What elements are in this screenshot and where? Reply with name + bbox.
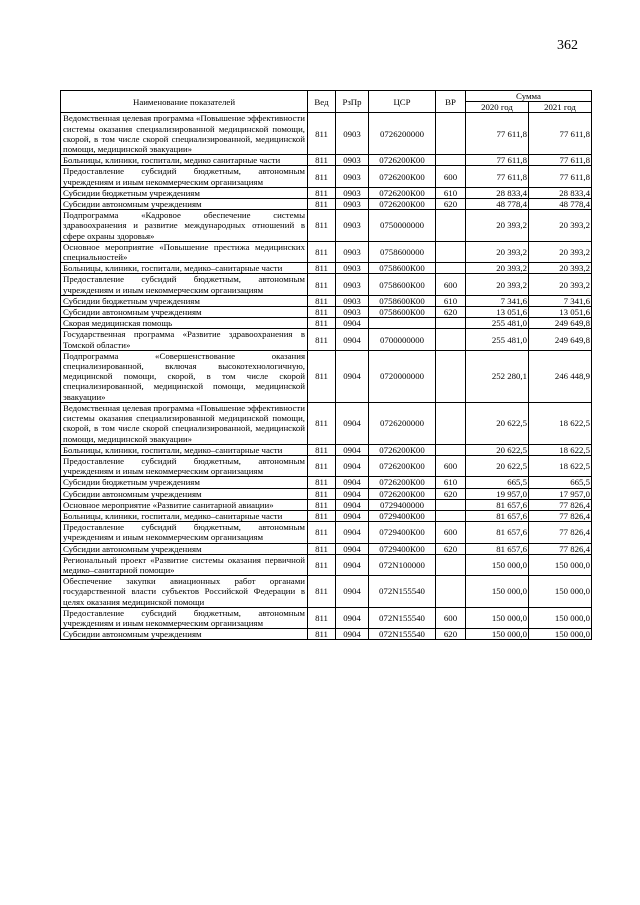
row-rzpr: 0904 <box>336 350 369 402</box>
row-ved: 811 <box>308 499 336 510</box>
row-vr: 610 <box>436 477 466 488</box>
row-vr <box>436 576 466 608</box>
row-vr <box>436 210 466 242</box>
row-sum-2020: 150 000,0 <box>466 554 529 575</box>
row-ved: 811 <box>308 241 336 262</box>
table-row <box>61 629 592 640</box>
row-rzpr: 0904 <box>336 543 369 554</box>
row-name: Основное мероприятие «Повышение престижа медицинских специальностей» <box>61 241 308 262</box>
row-csr: 0758600000 <box>369 241 436 262</box>
row-vr <box>436 350 466 402</box>
row-sum-2021: 249 649,8 <box>529 329 592 350</box>
table-row <box>61 199 592 210</box>
row-ved: 811 <box>308 444 336 455</box>
row-sum-2021: 246 448,9 <box>529 350 592 402</box>
row-rzpr: 0903 <box>336 241 369 262</box>
row-rzpr: 0903 <box>336 263 369 274</box>
row-sum-2020: 150 000,0 <box>466 629 529 640</box>
header-csr: ЦСР <box>369 91 436 113</box>
row-sum-2021: 150 000,0 <box>529 607 592 628</box>
table-row <box>61 455 592 476</box>
row-vr: 600 <box>436 522 466 543</box>
row-sum-2020: 77 611,8 <box>466 113 529 155</box>
row-name: Скорая медицинская помощь <box>61 318 308 329</box>
row-vr <box>436 318 466 329</box>
row-rzpr: 0904 <box>336 488 369 499</box>
row-csr: 0720000000 <box>369 350 436 402</box>
row-ved: 811 <box>308 274 336 295</box>
row-rzpr: 0903 <box>336 155 369 166</box>
row-vr: 600 <box>436 274 466 295</box>
row-name: Субсидии автономным учреждениям <box>61 307 308 318</box>
row-name: Субсидии автономным учреждениям <box>61 629 308 640</box>
row-csr: 072N155540 <box>369 576 436 608</box>
row-csr: 072N100000 <box>369 554 436 575</box>
row-rzpr: 0904 <box>336 329 369 350</box>
row-name: Региональный проект «Развитие системы оказания первичной медико–санитарной помощи» <box>61 554 308 575</box>
row-rzpr: 0904 <box>336 499 369 510</box>
table-row <box>61 499 592 510</box>
table-row <box>61 444 592 455</box>
row-sum-2021: 77 826,4 <box>529 522 592 543</box>
row-ved: 811 <box>308 488 336 499</box>
row-rzpr: 0904 <box>336 455 369 476</box>
row-ved: 811 <box>308 318 336 329</box>
row-name: Ведомственная целевая программа «Повышение эффективности системы оказания специализированной медицинской помощи, скорой, в том числе скорой специализированной, медицинской помощи, медицинской эвакуации» <box>61 402 308 444</box>
table-row <box>61 274 592 295</box>
row-csr: 0700000000 <box>369 329 436 350</box>
row-sum-2021: 150 000,0 <box>529 576 592 608</box>
row-sum-2021: 20 393,2 <box>529 263 592 274</box>
row-sum-2020: 7 341,6 <box>466 295 529 306</box>
row-sum-2021: 17 957,0 <box>529 488 592 499</box>
table-row <box>61 113 592 155</box>
row-sum-2021: 13 051,6 <box>529 307 592 318</box>
header-rzpr: РзПр <box>336 91 369 113</box>
row-sum-2021: 249 649,8 <box>529 318 592 329</box>
row-name: Государственная программа «Развитие здравоохранения в Томской области» <box>61 329 308 350</box>
row-vr: 600 <box>436 607 466 628</box>
row-name: Предоставление субсидий бюджетным, автономным учреждениям и иным некоммерческим организациям <box>61 455 308 476</box>
row-rzpr: 0904 <box>336 318 369 329</box>
row-csr: 0726200К00 <box>369 477 436 488</box>
row-ved: 811 <box>308 607 336 628</box>
row-ved: 811 <box>308 350 336 402</box>
row-rzpr: 0904 <box>336 576 369 608</box>
row-sum-2021: 7 341,6 <box>529 295 592 306</box>
row-csr: 0726200К00 <box>369 166 436 187</box>
row-csr: 0758600К00 <box>369 263 436 274</box>
row-vr <box>436 113 466 155</box>
row-csr: 0726200000 <box>369 402 436 444</box>
table-row <box>61 210 592 242</box>
row-sum-2020: 81 657,6 <box>466 510 529 521</box>
row-rzpr: 0904 <box>336 629 369 640</box>
row-name: Субсидии автономным учреждениям <box>61 488 308 499</box>
row-sum-2020: 255 481,0 <box>466 318 529 329</box>
row-csr: 072N155540 <box>369 607 436 628</box>
row-name: Субсидии автономным учреждениям <box>61 543 308 554</box>
row-sum-2020: 20 622,5 <box>466 402 529 444</box>
row-ved: 811 <box>308 576 336 608</box>
row-sum-2021: 20 393,2 <box>529 274 592 295</box>
row-rzpr: 0904 <box>336 522 369 543</box>
budget-table <box>60 90 592 640</box>
row-csr: 0729400000 <box>369 499 436 510</box>
row-sum-2020: 150 000,0 <box>466 576 529 608</box>
row-rzpr: 0904 <box>336 402 369 444</box>
row-vr: 600 <box>436 455 466 476</box>
header-sum: Сумма <box>466 91 592 102</box>
row-name: Субсидии бюджетным учреждениям <box>61 477 308 488</box>
row-vr <box>436 499 466 510</box>
row-csr: 0758600К00 <box>369 295 436 306</box>
row-sum-2020: 81 657,6 <box>466 499 529 510</box>
row-vr <box>436 329 466 350</box>
row-name: Больницы, клиники, госпитали, медико–санитарные части <box>61 510 308 521</box>
row-sum-2020: 77 611,8 <box>466 155 529 166</box>
row-sum-2021: 18 622,5 <box>529 444 592 455</box>
row-vr <box>436 263 466 274</box>
row-name: Больницы, клиники, госпитали, медико санитарные части <box>61 155 308 166</box>
row-vr <box>436 155 466 166</box>
row-sum-2020: 81 657,6 <box>466 543 529 554</box>
table-row <box>61 554 592 575</box>
row-name: Основное мероприятие «Развитие санитарной авиации» <box>61 499 308 510</box>
row-name: Субсидии бюджетным учреждениям <box>61 295 308 306</box>
row-vr: 620 <box>436 199 466 210</box>
row-vr <box>436 444 466 455</box>
row-sum-2021: 28 833,4 <box>529 187 592 198</box>
row-sum-2020: 150 000,0 <box>466 607 529 628</box>
row-rzpr: 0904 <box>336 477 369 488</box>
row-rzpr: 0903 <box>336 199 369 210</box>
table-row <box>61 318 592 329</box>
row-rzpr: 0904 <box>336 607 369 628</box>
table-row <box>61 263 592 274</box>
table-row <box>61 241 592 262</box>
row-ved: 811 <box>308 187 336 198</box>
row-vr: 600 <box>436 166 466 187</box>
row-sum-2021: 77 826,4 <box>529 499 592 510</box>
row-vr: 610 <box>436 187 466 198</box>
row-csr: 0726200К00 <box>369 199 436 210</box>
row-rzpr: 0904 <box>336 554 369 575</box>
table-row <box>61 488 592 499</box>
row-sum-2020: 252 280,1 <box>466 350 529 402</box>
row-vr <box>436 402 466 444</box>
header-year-2021: 2021 год <box>529 102 592 113</box>
row-sum-2021: 665,5 <box>529 477 592 488</box>
row-vr <box>436 554 466 575</box>
row-sum-2021: 77 611,8 <box>529 113 592 155</box>
header-name: Наименование показателей <box>61 91 308 113</box>
row-rzpr: 0903 <box>336 295 369 306</box>
table-row <box>61 295 592 306</box>
row-name: Больницы, клиники, госпитали, медико–санитарные части <box>61 263 308 274</box>
row-name: Предоставление субсидий бюджетным, автономным учреждениям и иным некоммерческим организациям <box>61 607 308 628</box>
table-row <box>61 166 592 187</box>
row-csr: 0729400К00 <box>369 510 436 521</box>
row-ved: 811 <box>308 629 336 640</box>
row-name: Предоставление субсидий бюджетным, автономным учреждениям и иным некоммерческим организациям <box>61 522 308 543</box>
row-ved: 811 <box>308 113 336 155</box>
row-name: Субсидии автономным учреждениям <box>61 199 308 210</box>
row-sum-2020: 19 957,0 <box>466 488 529 499</box>
row-sum-2020: 20 393,2 <box>466 263 529 274</box>
table-row <box>61 350 592 402</box>
row-sum-2020: 77 611,8 <box>466 166 529 187</box>
table-row <box>61 522 592 543</box>
row-name: Подпрограмма «Совершенствование оказания специализированной, включая высокотехнологичную, медицинской помощи, скорой, в том числе скорой специализированной, медицинской помощи, медицинской эвакуации» <box>61 350 308 402</box>
row-sum-2021: 150 000,0 <box>529 554 592 575</box>
row-ved: 811 <box>308 166 336 187</box>
row-name: Предоставление субсидий бюджетным, автономным учреждениям и иным некоммерческим организациям <box>61 274 308 295</box>
row-csr: 0726200К00 <box>369 455 436 476</box>
row-rzpr: 0904 <box>336 444 369 455</box>
table-row <box>61 307 592 318</box>
row-sum-2020: 665,5 <box>466 477 529 488</box>
table-row <box>61 155 592 166</box>
table-header <box>61 91 592 113</box>
row-csr: 0726200К00 <box>369 155 436 166</box>
row-csr: 072N155540 <box>369 629 436 640</box>
row-ved: 811 <box>308 307 336 318</box>
row-name: Подпрограмма «Кадровое обеспечение системы здравоохранения и развитие международных отношений в сфере охраны здоровья» <box>61 210 308 242</box>
row-rzpr: 0903 <box>336 113 369 155</box>
page-number: 362 <box>557 38 578 53</box>
table-row <box>61 187 592 198</box>
row-sum-2021: 77 826,4 <box>529 543 592 554</box>
row-csr: 0726200К00 <box>369 488 436 499</box>
row-sum-2020: 20 622,5 <box>466 444 529 455</box>
row-ved: 811 <box>308 329 336 350</box>
row-sum-2020: 20 622,5 <box>466 455 529 476</box>
row-rzpr: 0903 <box>336 274 369 295</box>
row-sum-2021: 20 393,2 <box>529 210 592 242</box>
row-sum-2020: 20 393,2 <box>466 241 529 262</box>
table-row <box>61 510 592 521</box>
row-name: Ведомственная целевая программа «Повышение эффективности системы оказания специализированной медицинской помощи, скорой, в том числе скорой специализированной, медицинской помощи, медицинской эвакуации» <box>61 113 308 155</box>
row-sum-2021: 77 826,4 <box>529 510 592 521</box>
header-year-2020: 2020 год <box>466 102 529 113</box>
row-name: Субсидии бюджетным учреждениям <box>61 187 308 198</box>
row-sum-2021: 20 393,2 <box>529 241 592 262</box>
row-name: Больницы, клиники, госпитали, медико–санитарные части <box>61 444 308 455</box>
row-rzpr: 0903 <box>336 166 369 187</box>
row-sum-2020: 48 778,4 <box>466 199 529 210</box>
row-csr: 0726200000 <box>369 113 436 155</box>
row-sum-2020: 13 051,6 <box>466 307 529 318</box>
row-vr: 620 <box>436 488 466 499</box>
row-ved: 811 <box>308 199 336 210</box>
row-ved: 811 <box>308 155 336 166</box>
row-ved: 811 <box>308 455 336 476</box>
row-rzpr: 0903 <box>336 187 369 198</box>
row-vr: 610 <box>436 295 466 306</box>
row-csr: 0726200К00 <box>369 187 436 198</box>
row-ved: 811 <box>308 402 336 444</box>
table-body <box>61 113 592 640</box>
header-ved: Вед <box>308 91 336 113</box>
header-vr: ВР <box>436 91 466 113</box>
row-csr: 0726200К00 <box>369 444 436 455</box>
row-ved: 811 <box>308 510 336 521</box>
row-ved: 811 <box>308 477 336 488</box>
row-rzpr: 0903 <box>336 307 369 318</box>
table-row <box>61 576 592 608</box>
row-ved: 811 <box>308 263 336 274</box>
row-csr <box>369 318 436 329</box>
table-row <box>61 607 592 628</box>
row-csr: 0729400К00 <box>369 522 436 543</box>
row-sum-2020: 20 393,2 <box>466 210 529 242</box>
row-sum-2021: 18 622,5 <box>529 455 592 476</box>
row-sum-2021: 77 611,8 <box>529 155 592 166</box>
row-ved: 811 <box>308 554 336 575</box>
row-sum-2020: 20 393,2 <box>466 274 529 295</box>
row-name: Предоставление субсидий бюджетным, автономным учреждениям и иным некоммерческим организациям <box>61 166 308 187</box>
row-vr: 620 <box>436 543 466 554</box>
table-row <box>61 477 592 488</box>
row-vr <box>436 241 466 262</box>
table-row <box>61 543 592 554</box>
row-sum-2021: 48 778,4 <box>529 199 592 210</box>
row-rzpr: 0904 <box>336 510 369 521</box>
row-vr <box>436 510 466 521</box>
table-row <box>61 329 592 350</box>
row-ved: 811 <box>308 295 336 306</box>
row-vr: 620 <box>436 307 466 318</box>
row-csr: 0729400К00 <box>369 543 436 554</box>
table-row <box>61 402 592 444</box>
row-ved: 811 <box>308 210 336 242</box>
row-sum-2020: 81 657,6 <box>466 522 529 543</box>
row-csr: 0758600К00 <box>369 307 436 318</box>
row-sum-2021: 18 622,5 <box>529 402 592 444</box>
row-sum-2020: 255 481,0 <box>466 329 529 350</box>
row-rzpr: 0903 <box>336 210 369 242</box>
row-ved: 811 <box>308 543 336 554</box>
row-ved: 811 <box>308 522 336 543</box>
row-sum-2021: 150 000,0 <box>529 629 592 640</box>
row-sum-2021: 77 611,8 <box>529 166 592 187</box>
row-sum-2020: 28 833,4 <box>466 187 529 198</box>
row-csr: 0750000000 <box>369 210 436 242</box>
row-vr: 620 <box>436 629 466 640</box>
row-csr: 0758600К00 <box>369 274 436 295</box>
row-name: Обеспечение закупки авиационных работ органами государственной власти субъектов Российской Федерации в целях оказания медицинской помощи <box>61 576 308 608</box>
